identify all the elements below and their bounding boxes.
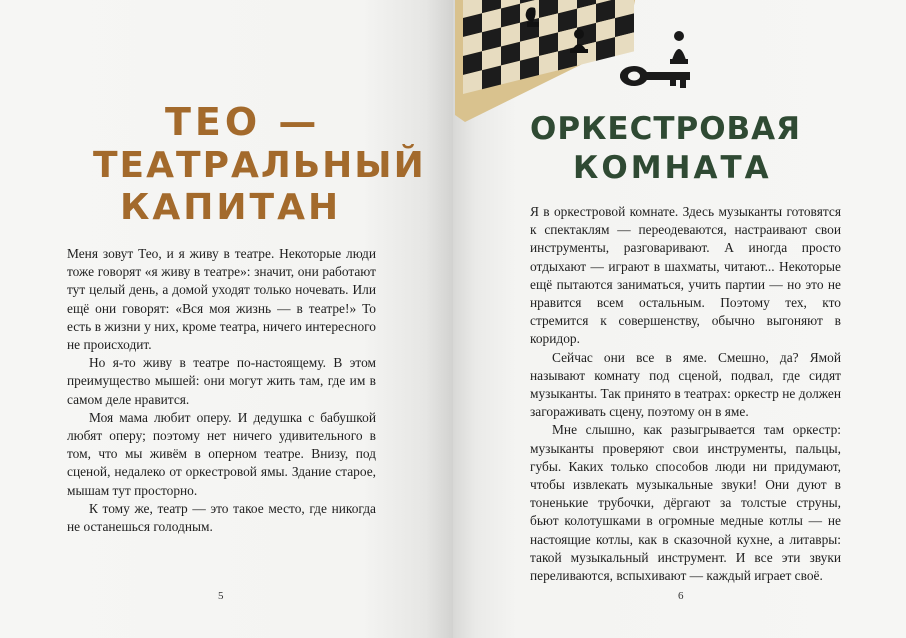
paragraph: К тому же, театр — это такое место, где никогда не останешься голодным.	[67, 500, 376, 535]
title-line: ТЕО —	[165, 100, 321, 144]
paragraph: Сейчас они все в яме. Смешно, да? Ямой называют комнату под сценой, подвал, где сидят музыканты. Так принято в театрах: оркестр не должен загораживать сцену, поэтому он в яме.	[530, 349, 841, 420]
page-number: 6	[678, 590, 684, 602]
page-number: 5	[218, 590, 224, 602]
paragraph: Но я-то живу в театре по-настоящему. В этом преимущество мышей: они могут жить там, где им в самом деле нравится.	[67, 355, 376, 407]
paragraph: Моя мама любит оперу. И дедушка с бабушкой любят оперу; поэтому нет ничего удивительного в том, что мы живём в оперном театре. Внизу, под сценой, недалеко от оркестровой ямы. Здание старое, мышам тут просторно.	[67, 409, 376, 498]
right-body-text	[530, 203, 841, 585]
key-icon	[620, 66, 690, 88]
title-line: ТЕАТРАЛЬНЫЙ	[93, 145, 426, 186]
paragraph: Мне слышно, как разыгрывается там оркестр: музыканты проверяют свои инструменты, пальцы, губы. Каких только способов люди ни придумают, чтобы извлекать музыкальные звуки! Они дуют в тоненькие трубочки, дёргают за толстые струны, бьют колотушками в огромные медные котлы — не настоящие котлы, как в сказочной кухне, а литавры: такой музыкальный инструмент. И все эти звуки переливаются, вспыхивают — каждый играет своё.	[530, 422, 841, 584]
title-line: КАПИТАН	[120, 187, 342, 228]
chess-pawn-icon	[670, 31, 688, 64]
chessboard-illustration	[455, 0, 635, 122]
paragraph: Я в оркестровой комнате. Здесь музыканты готовятся к спектаклям — переодеваются, настраивают свои инструменты, разговаривают. А иногда просто отдыхают — играют в шахматы, читают... Некоторые ещё пытаются заниматься, учить партии — но это не нравится всем остальным. Поэтому тех, кто стремится к совершенству, обычно выгоняют в коридор.	[530, 204, 841, 347]
key-and-piece-illustration	[612, 28, 712, 98]
left-body-text	[67, 245, 376, 536]
paragraph: Меня зовут Тео, и я живу в театре. Некоторые люди тоже говорят «я живу в театре»: значит, они работают тут целый день, а домой уходят только ночевать. Или ещё они говорят: «Вся моя жизнь — в театре!» То есть в жизни у них, кроме театра, ничего интересного не происходит.	[67, 246, 376, 353]
title-line: КОМНАТА	[573, 150, 772, 186]
chapter-title-left	[0, 0, 453, 230]
title-line: ОРКЕСТРОВАЯ	[530, 111, 802, 147]
